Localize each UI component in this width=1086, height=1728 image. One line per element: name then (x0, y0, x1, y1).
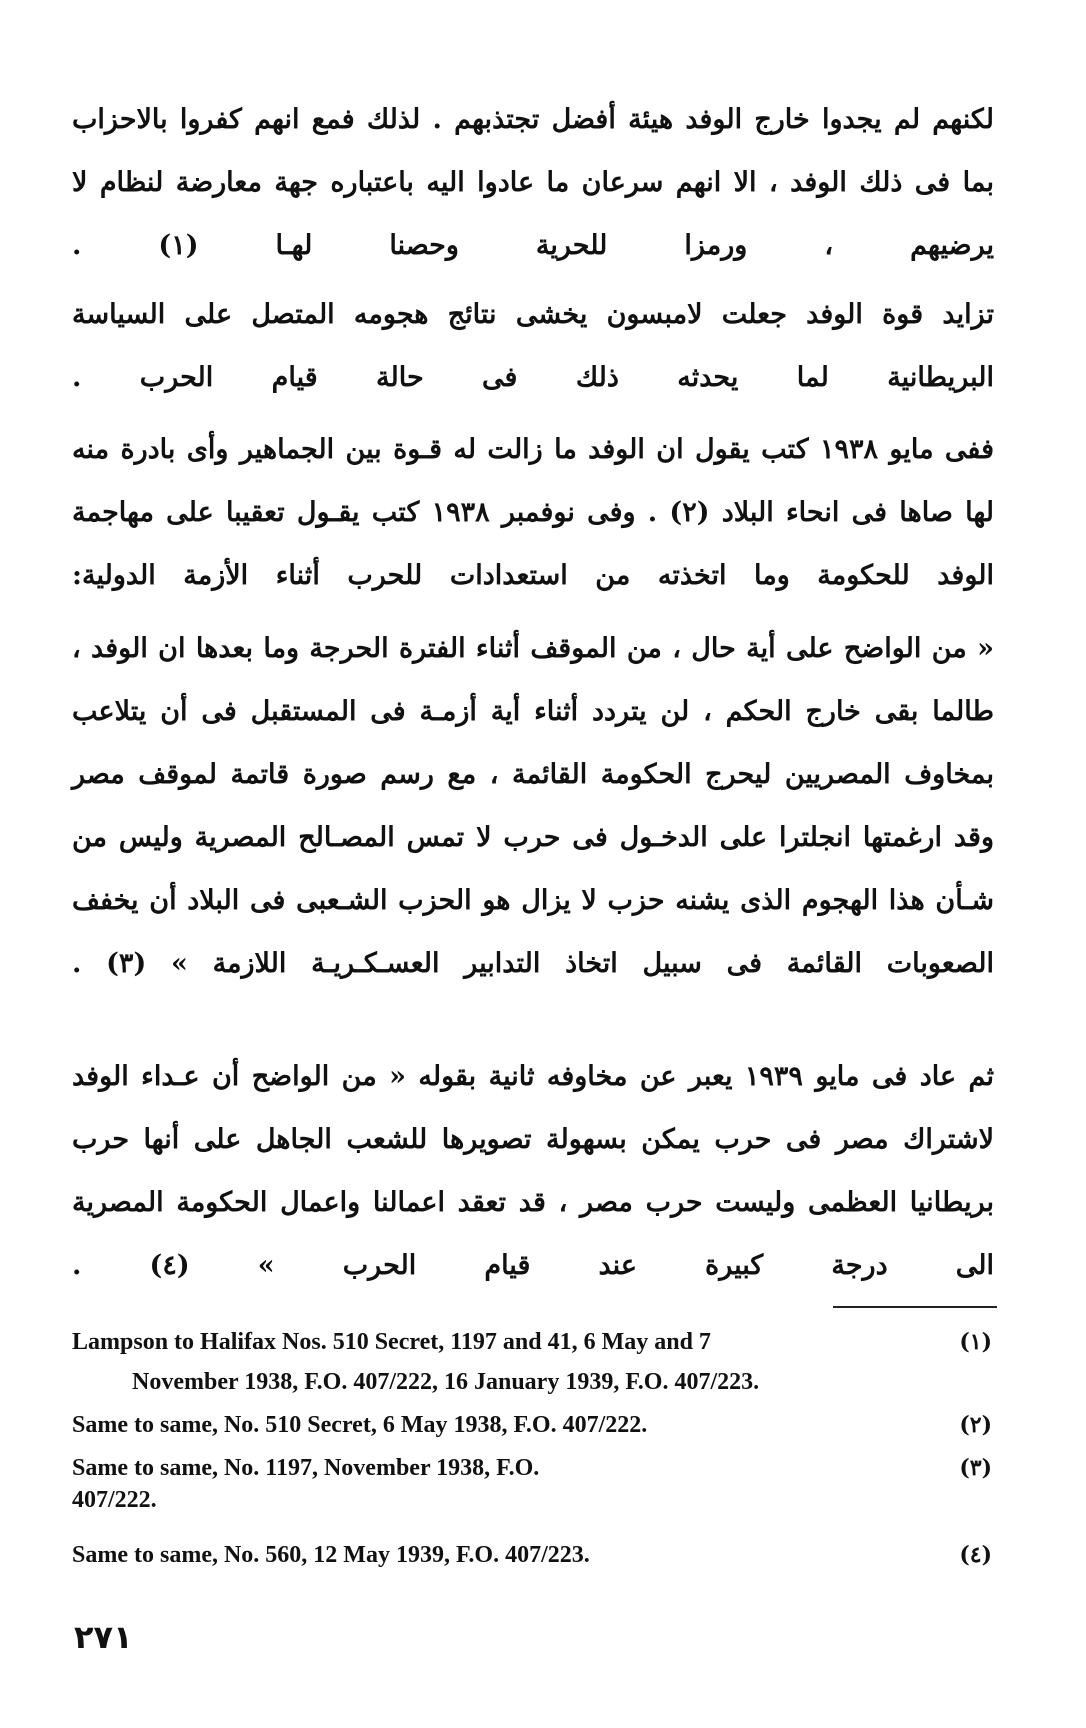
footnote-3-line2: 407/222. (72, 1487, 157, 1513)
paragraph-3: ففى مايو ١٩٣٨ كتب يقول ان الوفد ما زالت له قـوة بين الجماهير وأى بادرة منه لها صاها فى انحاء البلاد (٢) . وفى نوفمبر ١٩٣٨ كتب يقـول تعقيبا على مهاجمة الوفد للحكومة وما اتخذته من استعدادات للحرب أثناء الأزمة الدولية: (72, 434, 995, 591)
footnote-3-number: (٣) (959, 1455, 992, 1481)
page-number: ٢٧١ (74, 1618, 133, 1656)
footnote-2-line1: Same to same, No. 510 Secret, 6 May 1938, F.O. 407/222. (72, 1412, 648, 1438)
footnote-4-line1: Same to same, No. 560, 12 May 1939, F.O. 407/223. (72, 1542, 590, 1568)
footnote-1-number: (١) (959, 1329, 992, 1355)
footnote-1 (72, 1322, 992, 1402)
footnote-4-number: (٤) (959, 1542, 992, 1568)
paragraph-5: ثم عاد فى مايو ١٩٣٩ يعبر عن مخاوفه ثانية بقوله « من الواضح أن عـداء الوفد لاشتراك مصر فى حرب يمكن بسهولة تصويرها للشعب الجاهل على أنها حرب بريطانيا العظمى وليست حرب مصر ، قد تعقد اعمالنا واعمال الحكومة المصرية الى درجة كبيرة عند قيام الحرب » (٤) . (72, 1061, 994, 1281)
paragraph-2: تزايد قوة الوفد جعلت لامبسون يخشى نتائج هجومه المتصل على السياسة البريطانية لما يحدثه ذلك فى حالة قيام الحرب . (72, 299, 994, 393)
footnote-1-line2: November 1938, F.O. 407/222, 16 January 1939, F.O. 407/223. (132, 1369, 760, 1395)
footnote-2-number: (٢) (959, 1412, 992, 1438)
footnote-3-line1: Same to same, No. 1197, November 1938, F.O. (72, 1455, 540, 1481)
quote-paragraph-4: « من الواضح على أية حال ، من الموقف أثناء الفترة الحرجة وما بعدها ان الوفد ، طالما بقى خارج الحكم ، لن يتردد أثناء أية أزمـة فى المستقبل فى أن يتلاعب بمخاوف المصريين ليحرج الحكومة القائمة ، مع رسم صورة قاتمة لموقف مصر وقد ارغمتها انجلترا على الدخـول فى حرب لا تمس المصـالح المصرية وليس من شـأن هذا الهجوم الذى يشنه حزب لا يزال هو الحزب الشـعبى فى البلاد أن يخفف الصعوبات القائمة فى سبيل اتخاذ التدابير العسـكـريـة اللازمة » (٣) . (72, 633, 994, 979)
footnote-3 (72, 1452, 992, 1516)
footnote-2 (72, 1408, 992, 1442)
footnote-divider (833, 1306, 997, 1308)
footnote-4 (72, 1538, 992, 1572)
footnote-1-line1: Lampson to Halifax Nos. 510 Secret, 1197 and 41, 6 May and 7 (72, 1329, 711, 1355)
paragraph-1: لكنهم لم يجدوا خارج الوفد هيئة أفضل تجتذبهم . لذلك فمع انهم كفروا بالاحزاب بما فى ذلك الوفد ، الا انهم سرعان ما عادوا اليه باعتباره جهة معارضة لنظام لا يرضيهم ، ورمزا للحرية وحصنا لهـا (١) . (72, 104, 994, 261)
